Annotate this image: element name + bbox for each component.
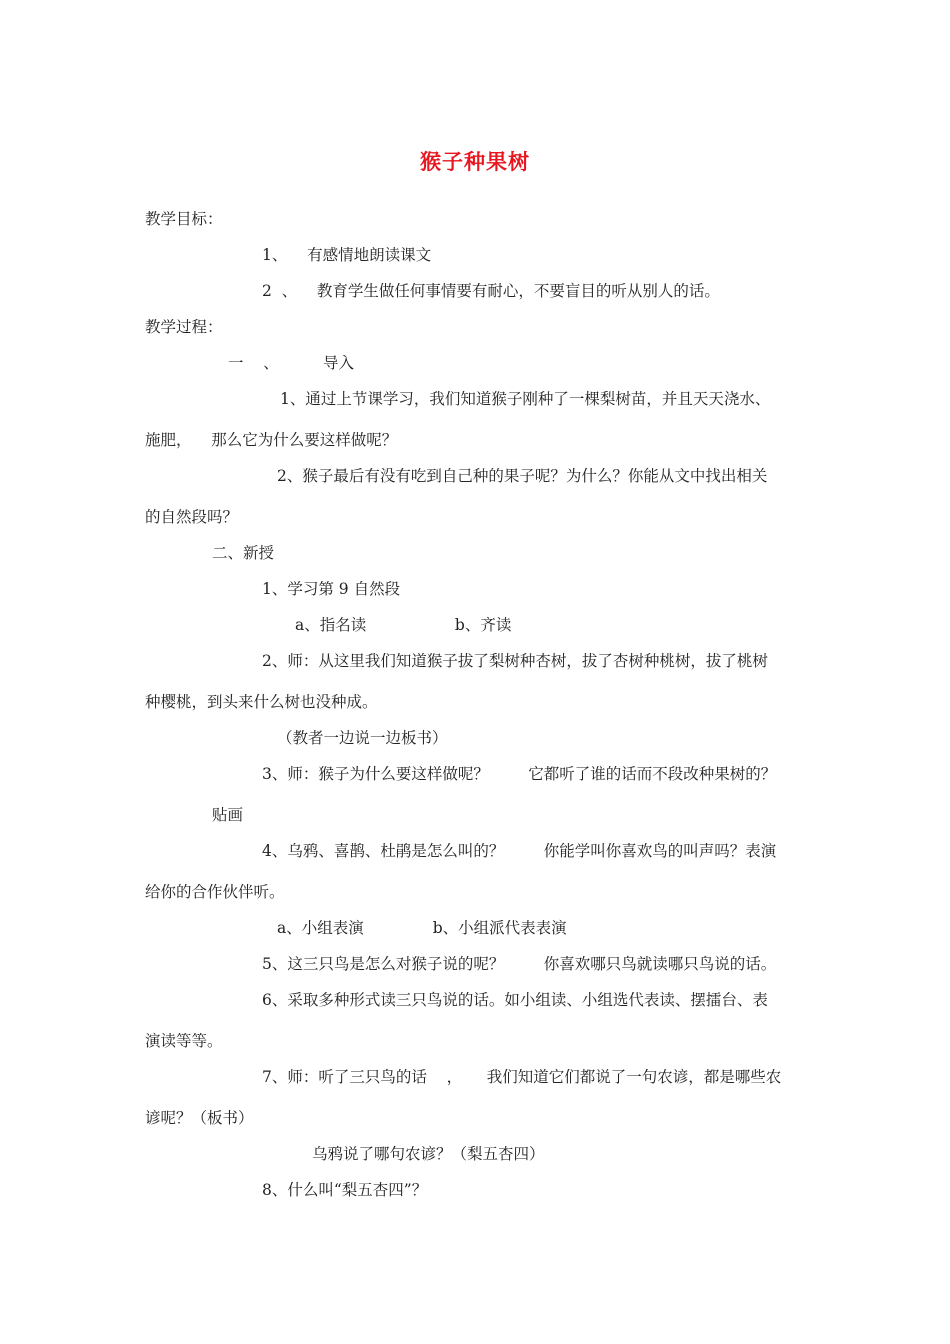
paragraph-line: 5、这三只鸟是怎么对猴子说的呢？ 你喜欢哪只鸟就读哪只鸟说的话。 (262, 955, 777, 973)
paragraph-line: a、指名读 b、齐读 (295, 616, 512, 634)
goal-item-1: 1、 有感情地朗读课文 (262, 246, 432, 264)
paragraph-line: 1、学习第 9 自然段 (262, 580, 401, 598)
paragraph-line: （教者一边说一边板书） (277, 729, 448, 747)
paragraph-line: 1、通过上节课学习，我们知道猴子刚种了一棵梨树苗，并且天天浇水、 (280, 390, 771, 408)
paragraph-line: 贴画 (212, 806, 244, 824)
paragraph-line: 7、师：听了三只鸟的话 ， 我们知道它们都说了一句农谚，都是哪些农 (262, 1068, 782, 1086)
step-heading-new: 二、新授 (212, 544, 275, 562)
paragraph-line: 施肥， 那么它为什么要这样做呢？ (145, 431, 398, 449)
paragraph-line: 谚呢？（板书） (145, 1109, 254, 1127)
paragraph-line: 2、师：从这里我们知道猴子拔了梨树种杏树，拔了杏树种桃树，拔了桃树 (262, 652, 768, 670)
section-heading-goals: 教学目标： (145, 210, 223, 228)
paragraph-line: 3、师：猴子为什么要这样做呢？ 它都听了谁的话而不段改种果树的？ (262, 765, 777, 783)
paragraph-line: a、小组表演 b、小组派代表表演 (277, 919, 567, 937)
paragraph-line: 演读等等。 (145, 1032, 223, 1050)
paragraph-line: 4、乌鸦、喜鹊、杜鹃是怎么叫的？ 你能学叫你喜欢鸟的叫声吗？表演 (262, 842, 777, 860)
paragraph-line: 8、什么叫“梨五杏四”？ (262, 1181, 428, 1199)
document-title: 猴子种果树 (420, 150, 530, 174)
paragraph-line: 种樱桃，到头来什么树也没种成。 (145, 693, 378, 711)
paragraph-line: 6、采取多种形式读三只鸟说的话。如小组读、小组选代表读、摆擂台、表 (262, 991, 768, 1009)
paragraph-line: 乌鸦说了哪句农谚？（梨五杏四） (312, 1145, 545, 1163)
goal-item-2: 2 、 教育学生做任何事情要有耐心，不要盲目的听从别人的话。 (262, 282, 720, 300)
step-heading-intro: 一 、 导入 (228, 354, 355, 372)
section-heading-process: 教学过程： (145, 318, 223, 336)
paragraph-line: 2、猴子最后有没有吃到自己种的果子呢？为什么？你能从文中找出相关 (277, 467, 768, 485)
paragraph-line: 的自然段吗？ (145, 508, 239, 526)
paragraph-line: 给你的合作伙伴听。 (145, 883, 285, 901)
